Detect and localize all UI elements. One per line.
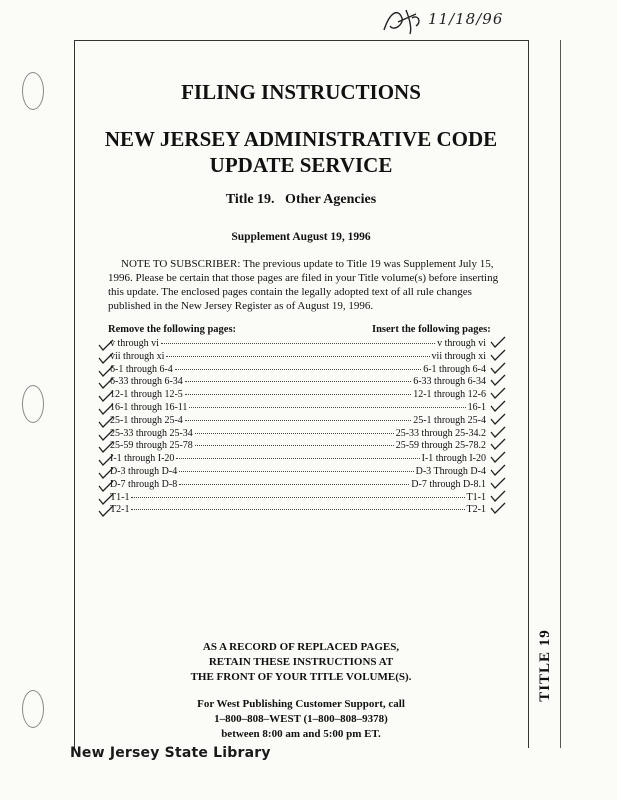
checkmark-icon xyxy=(98,352,114,364)
leader-dots xyxy=(195,433,394,434)
support-hours: between 8:00 am and 5:00 pm ET. xyxy=(221,728,381,740)
checkmark-icon xyxy=(490,362,506,374)
checkmark-icon xyxy=(490,336,506,348)
leader-dots xyxy=(166,356,429,357)
leader-dots xyxy=(185,394,411,395)
tab-rule xyxy=(560,40,561,748)
leader-dots xyxy=(189,407,465,408)
remove-pages: 16-1 through 16-11 xyxy=(110,402,188,413)
subscriber-note: NOTE TO SUBSCRIBER: The previous update to Title 19 was Supplement July 15, 1996. Please be certain that those pages are filed in your Title volume(s) before inserting this update. The enclosed pages contain the legally adopted text of all rule changes published in the New Jersey Register as of August 19, 1996. xyxy=(108,258,499,312)
insert-pages: 25-33 through 25-34.2 xyxy=(395,427,486,439)
insert-pages: 12-1 through 12-6 xyxy=(413,389,486,401)
subtitle-line-2: UPDATE SERVICE xyxy=(209,153,393,177)
remove-pages: 25-33 through 25-34 xyxy=(110,427,193,439)
insert-pages: T1-1 xyxy=(466,491,486,503)
side-tab xyxy=(532,620,558,710)
checkmark-icon xyxy=(490,387,506,399)
checkmark-icon xyxy=(98,480,114,492)
leader-dots xyxy=(131,497,464,498)
leader-dots xyxy=(179,484,409,485)
leader-dots xyxy=(185,420,411,421)
checkmark-icon xyxy=(98,403,114,415)
insert-pages: vii through xi xyxy=(431,350,486,362)
page-subtitle xyxy=(74,126,528,178)
insert-pages: 16-1 xyxy=(467,402,486,413)
leader-dots xyxy=(131,509,464,510)
checkmark-icon xyxy=(490,349,506,361)
insert-pages: I-1 through I-20 xyxy=(421,453,486,465)
remove-pages: T2-1 xyxy=(110,504,130,516)
record-line-2: RETAIN THESE INSTRUCTIONS AT xyxy=(208,656,394,668)
checkmark-icon xyxy=(490,400,506,412)
checkmark-icon xyxy=(98,416,114,428)
checkmark-icon xyxy=(98,377,114,389)
library-stamp: New Jersey State Library xyxy=(70,745,271,761)
leader-dots xyxy=(176,458,419,459)
remove-pages: v through vi xyxy=(110,338,159,349)
remove-pages: 25-59 through 25-78 xyxy=(110,440,193,452)
supplement-date: Supplement August 19, 1996 xyxy=(231,231,371,243)
checkmark-icon xyxy=(490,426,506,438)
checkmark-icon xyxy=(98,339,114,351)
handwritten-date: 11/18/96 xyxy=(428,10,504,28)
checkmark-icon xyxy=(98,493,114,505)
punch-hole-middle xyxy=(22,385,44,423)
remove-pages: vii through xi xyxy=(110,350,165,362)
leader-dots xyxy=(185,381,411,382)
checkmark-icon xyxy=(98,505,114,517)
record-line-3: THE FRONT OF YOUR TITLE VOLUME(S). xyxy=(190,671,412,683)
leader-dots xyxy=(161,343,435,344)
remove-pages: T1-1 xyxy=(110,491,130,503)
customer-support xyxy=(74,697,528,742)
checkmark-icon xyxy=(490,490,506,502)
leader-dots xyxy=(175,369,421,370)
record-instructions xyxy=(74,640,528,685)
insert-pages: 6-1 through 6-4 xyxy=(423,363,486,375)
remove-pages: D-7 through D-8 xyxy=(110,478,178,490)
remove-pages: D-3 through D-4 xyxy=(110,466,178,477)
remove-pages: 6-1 through 6-4 xyxy=(110,363,173,375)
checkmark-icon xyxy=(490,502,506,514)
checkmark-icon xyxy=(490,438,506,450)
remove-pages: 6-33 through 6-34 xyxy=(110,376,183,388)
side-tab-label: TITLE 19 xyxy=(536,628,553,702)
leader-dots xyxy=(179,471,413,472)
insert-pages: v through vi xyxy=(437,338,486,349)
checkmark-icon xyxy=(98,454,114,466)
remove-pages: 25-1 through 25-4 xyxy=(110,414,183,426)
checkmark-icon xyxy=(490,374,506,386)
insert-pages: D-3 Through D-4 xyxy=(415,466,486,477)
checkmark-icon xyxy=(98,441,114,453)
insert-pages: 25-59 through 25-78.2 xyxy=(395,440,486,452)
support-phone: 1–800–808–WEST (1–800–808–9378) xyxy=(214,713,388,725)
checkmark-icon xyxy=(98,390,114,402)
insert-pages: D-7 through D-8.1 xyxy=(411,478,486,490)
table-row xyxy=(110,504,486,518)
punch-hole-bottom xyxy=(22,690,44,728)
checkmark-icon xyxy=(490,451,506,463)
right-rule xyxy=(528,40,529,748)
title-number: Title 19. Other Agencies xyxy=(225,192,377,207)
insert-pages: T2-1 xyxy=(466,504,486,516)
checkmark-icon xyxy=(490,464,506,476)
remove-column-header: Remove the following pages: xyxy=(108,324,237,335)
support-line-1: For West Publishing Customer Support, call xyxy=(197,698,405,710)
checkmark-icon xyxy=(490,477,506,489)
punch-hole-top xyxy=(22,72,44,110)
subtitle-line-1: NEW JERSEY ADMINISTRATIVE CODE xyxy=(104,127,498,151)
leader-dots xyxy=(195,445,394,446)
insert-pages: 6-33 through 6-34 xyxy=(413,376,486,388)
checkmark-icon xyxy=(98,467,114,479)
page-title: FILING INSTRUCTIONS xyxy=(181,80,421,104)
checkmark-icon xyxy=(98,365,114,377)
remove-pages: 12-1 through 12-5 xyxy=(110,389,183,401)
insert-column-header: Insert the following pages: xyxy=(372,324,491,335)
insert-pages: 25-1 through 25-4 xyxy=(413,414,486,426)
remove-pages: I-1 through I-20 xyxy=(110,453,175,465)
checkmark-icon xyxy=(98,429,114,441)
checkmark-icon xyxy=(490,413,506,425)
record-line-1: AS A RECORD OF REPLACED PAGES, xyxy=(202,641,400,653)
